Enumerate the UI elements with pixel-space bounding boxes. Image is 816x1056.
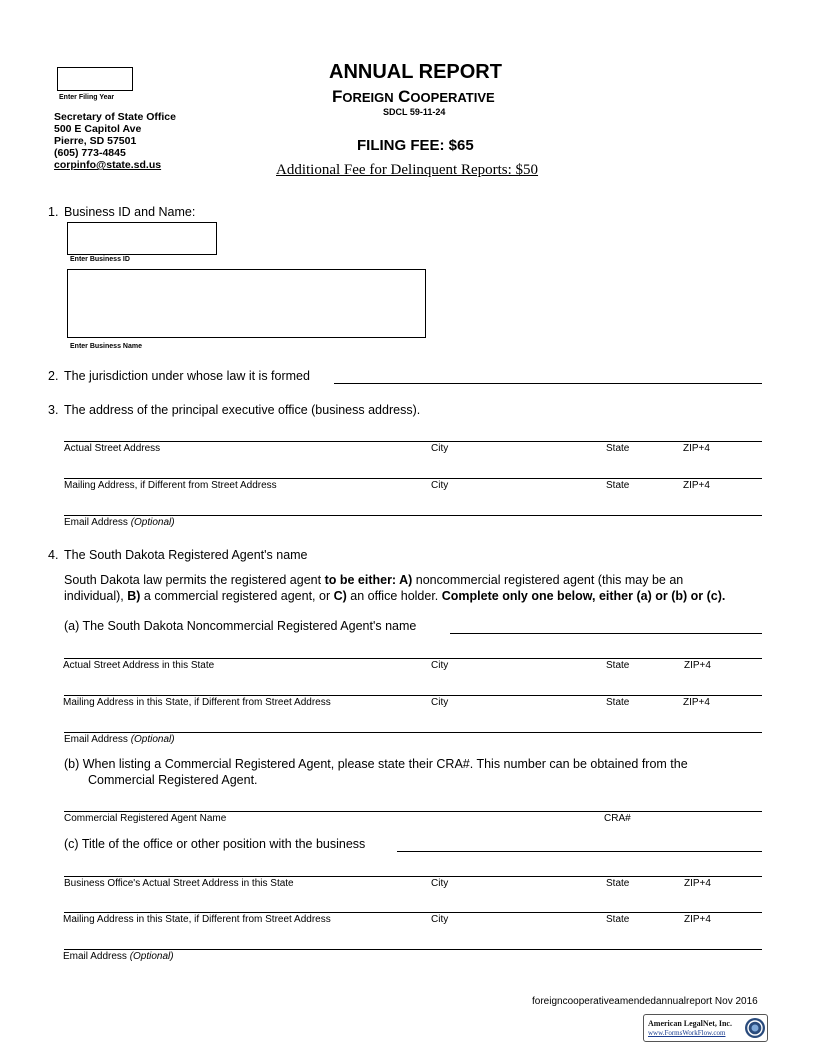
agent-mailing-address-line[interactable]: [64, 695, 762, 696]
city-caption: City: [431, 914, 449, 925]
business-id-input[interactable]: [67, 222, 217, 255]
office-line: Pierre, SD 57501: [54, 135, 137, 147]
business-name-input[interactable]: [67, 269, 426, 338]
delinquent-fee: Additional Fee for Delinquent Reports: $50: [276, 162, 539, 178]
globe-icon: [744, 1017, 766, 1039]
state-caption: State: [606, 443, 630, 454]
statute-ref: SDCL 59-11-24: [383, 107, 446, 117]
legalnet-logo[interactable]: [643, 1014, 768, 1042]
agent-email-caption: Email Address (Optional): [64, 734, 175, 745]
q2-number: 2.: [48, 369, 59, 383]
q4b-label: (b) When listing a Commercial Registered Agent, please state their CRA#. This number can be obtained from the: [64, 757, 688, 771]
office-title-line[interactable]: [397, 851, 762, 852]
city-caption: City: [431, 878, 449, 889]
agent-mailing-address-caption: Mailing Address in this State, if Different from Street Address: [63, 697, 331, 708]
agent-email-line[interactable]: [64, 732, 762, 733]
q4c-label: (c) Title of the office or other position with the business: [64, 837, 366, 851]
state-caption: State: [606, 480, 630, 491]
city-caption: City: [431, 443, 449, 454]
business-name-caption: Enter Business Name: [70, 343, 142, 350]
q4a-label: (a) The South Dakota Noncommercial Registered Agent's name: [64, 619, 417, 633]
filing-year-input[interactable]: [57, 67, 133, 91]
email-line[interactable]: [64, 515, 762, 516]
state-caption: State: [606, 660, 630, 671]
agent-street-address-line[interactable]: [64, 658, 762, 659]
office-email-caption: Email Address (Optional): [63, 951, 174, 962]
mailing-address-caption: Mailing Address, if Different from Street Address: [64, 480, 277, 491]
commercial-agent-name-line[interactable]: [64, 811, 762, 812]
filing-fee: FILING FEE: $65: [357, 137, 474, 154]
office-line: 500 E Capitol Ave: [54, 123, 142, 135]
street-address-caption: Actual Street Address: [64, 443, 161, 454]
jurisdiction-input-line[interactable]: [334, 383, 762, 384]
city-caption: City: [431, 697, 449, 708]
email-caption: Email Address (Optional): [64, 517, 175, 528]
zip-caption: ZIP+4: [683, 443, 710, 454]
office-line: (605) 773-4845: [54, 147, 126, 159]
zip-caption: ZIP+4: [683, 697, 710, 708]
zip-caption: ZIP+4: [684, 914, 711, 925]
office-street-address-caption: Business Office's Actual Street Address in this State: [64, 878, 294, 889]
commercial-agent-name-caption: Commercial Registered Agent Name: [64, 813, 227, 824]
office-mailing-address-line[interactable]: [64, 912, 762, 913]
cra-number-caption: CRA#: [604, 813, 631, 824]
filing-year-caption: Enter Filing Year: [59, 94, 115, 101]
q4-intro-line1: South Dakota law permits the registered agent to be either: A) noncommercial registered agent (this may be an: [64, 573, 684, 587]
noncommercial-agent-name-line[interactable]: [450, 633, 762, 634]
state-caption: State: [606, 914, 630, 925]
zip-caption: ZIP+4: [683, 480, 710, 491]
q1-number: 1.: [48, 205, 59, 219]
q4-label: The South Dakota Registered Agent's name: [64, 548, 308, 562]
q4-number: 4.: [48, 548, 59, 562]
agent-street-address-caption: Actual Street Address in this State: [63, 660, 215, 671]
state-caption: State: [606, 878, 630, 889]
city-caption: City: [431, 480, 449, 491]
logo-website: www.FormsWorkFlow.com: [648, 1029, 726, 1037]
q2-label: The jurisdiction under whose law it is formed: [64, 369, 310, 383]
mailing-address-line[interactable]: [64, 478, 762, 479]
office-street-address-line[interactable]: [64, 876, 762, 877]
street-address-line[interactable]: [64, 441, 762, 442]
office-line: Secretary of State Office: [54, 111, 176, 123]
business-id-caption: Enter Business ID: [70, 256, 130, 263]
form-identifier: foreigncooperativeamendedannualreport Nov 2016: [532, 996, 758, 1007]
q4b-label-cont: Commercial Registered Agent.: [88, 773, 258, 787]
page-title: ANNUAL REPORT: [329, 61, 502, 83]
office-email-link[interactable]: corpinfo@state.sd.us: [54, 159, 162, 171]
q3-number: 3.: [48, 403, 59, 417]
office-mailing-address-caption: Mailing Address in this State, if Different from Street Address: [63, 914, 331, 925]
state-caption: State: [606, 697, 630, 708]
zip-caption: ZIP+4: [684, 878, 711, 889]
q1-label: Business ID and Name:: [64, 205, 196, 219]
zip-caption: ZIP+4: [684, 660, 711, 671]
city-caption: City: [431, 660, 449, 671]
q4-intro-line2: individual), B) a commercial registered agent, or C) an office holder. Complete only one below, either (a) or (b) or (c).: [64, 589, 726, 603]
q3-label: The address of the principal executive office (business address).: [64, 403, 421, 417]
page-subtitle: FOREIGN COOPERATIVE: [332, 87, 495, 106]
logo-company-name: American LegalNet, Inc.: [648, 1019, 732, 1028]
office-email-line[interactable]: [64, 949, 762, 950]
office-address: [54, 111, 176, 171]
